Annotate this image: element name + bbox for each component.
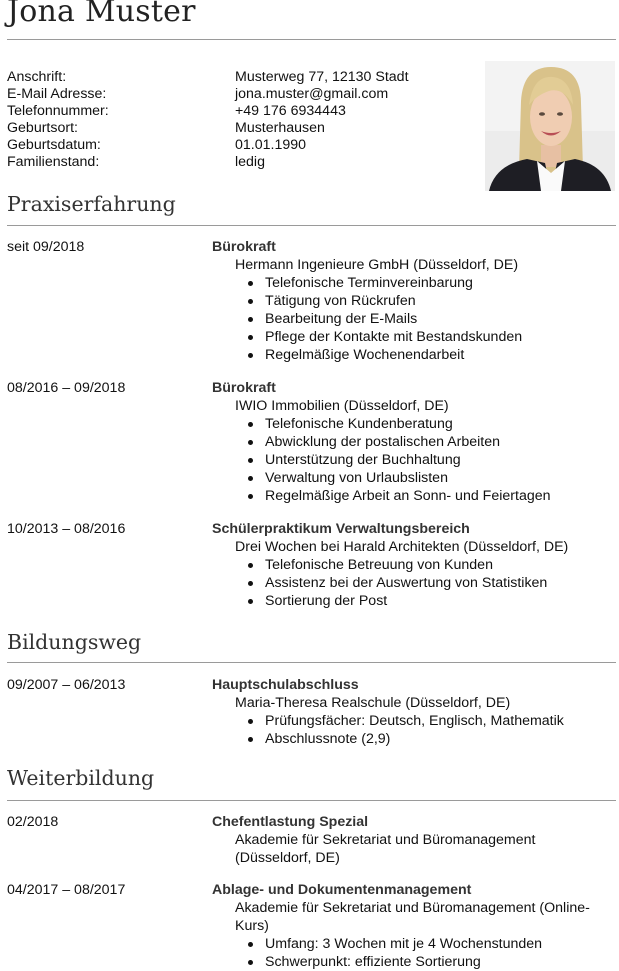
entry-organization: Hermann Ingenieure GmbH (Düsseldorf, DE) [235,257,519,273]
entry-title: Ablage- und Dokumentenmanagement [212,882,472,898]
info-value: 01.01.1990 [235,137,307,153]
info-label: Familienstand: [7,154,100,170]
list-item: Pflege der Kontakte mit Bestandskunden [212,328,612,346]
entry-date: seit 09/2018 [7,239,85,255]
info-label: Geburtsdatum: [7,137,101,153]
entry-title: Bürokraft [212,239,276,255]
bullet-list [212,556,612,610]
info-label: Telefonnummer: [7,103,109,119]
info-row-marital-status [7,154,477,171]
entry-date: 09/2007 – 06/2013 [7,677,126,693]
list-item: Abwicklung der postalischen Arbeiten [212,433,612,451]
bullet-list [212,415,612,505]
list-item: Regelmäßige Wochenendarbeit [212,346,612,364]
entry-date: 08/2016 – 09/2018 [7,380,126,396]
section-title-education: Bildungsweg [7,630,142,654]
list-item: Umfang: 3 Wochen mit je 4 Wochenstunden [212,935,612,953]
info-value: +49 176 6934443 [235,103,346,119]
entry-body [212,813,612,867]
list-item: Telefonische Kundenberatung [212,415,612,433]
list-item: Telefonische Betreuung von Kunden [212,556,612,574]
list-item: Sortierung der Post [212,592,612,610]
list-item: Regelmäßige Arbeit an Sonn- und Feiertagen [212,487,612,505]
list-item: Assistenz bei der Auswertung von Statistiken [212,574,612,592]
info-value: ledig [235,154,265,170]
entry-body [212,520,612,610]
entry-title: Bürokraft [212,380,276,396]
info-row-email [7,86,477,103]
entry-organization: Drei Wochen bei Harald Architekten (Düsseldorf, DE) [235,539,569,555]
bullet-list [212,712,612,748]
info-label: Anschrift: [7,69,67,85]
section-title-training: Weiterbildung [7,766,155,790]
list-item: Bearbeitung der E-Mails [212,310,612,328]
info-label: E-Mail Adresse: [7,86,107,102]
profile-photo [485,61,615,191]
info-row-address [7,69,477,86]
section-divider [7,662,616,663]
info-value: jona.muster@gmail.com [235,86,389,102]
entry-organization: Maria-Theresa Realschule (Düsseldorf, DE) [235,695,511,711]
list-item: Unterstützung der Buchhaltung [212,451,612,469]
info-value: Musterhausen [235,120,325,136]
bullet-list [212,274,612,364]
entry-body [212,881,612,971]
personal-info [7,69,477,171]
info-row-birthdate [7,137,477,154]
entry-body [212,676,612,748]
list-item: Verwaltung von Urlaubslisten [212,469,612,487]
list-item: Prüfungsfächer: Deutsch, Englisch, Mathematik [212,712,612,730]
cv-name-heading: Jona Muster [7,0,196,29]
section-divider [7,225,616,226]
entry-organization: Akademie für Sekretariat und Büromanagement (Online-Kurs) [235,900,590,934]
entry-date: 10/2013 – 08/2016 [7,521,126,537]
entry-title: Schülerpraktikum Verwaltungsbereich [212,521,470,537]
entry-organization: IWIO Immobilien (Düsseldorf, DE) [235,398,449,414]
section-divider [7,800,616,801]
bullet-list [212,935,612,971]
info-row-birthplace [7,120,477,137]
header-divider [7,39,616,40]
info-label: Geburtsort: [7,120,78,136]
info-row-phone [7,103,477,120]
info-value: Musterweg 77, 12130 Stadt [235,69,409,85]
entry-title: Chefentlastung Spezial [212,814,369,830]
entry-date: 02/2018 [7,814,59,830]
entry-body [212,238,612,364]
list-item: Tätigung von Rückrufen [212,292,612,310]
entry-body [212,379,612,505]
section-title-experience: Praxiserfahrung [7,192,176,216]
list-item: Schwerpunkt: effiziente Sortierung [212,953,612,971]
entry-date: 04/2017 – 08/2017 [7,882,126,898]
list-item: Abschlussnote (2,9) [212,730,612,748]
entry-organization: Akademie für Sekretariat und Büromanagement (Düsseldorf, DE) [235,832,536,866]
list-item: Telefonische Terminvereinbarung [212,274,612,292]
entry-title: Hauptschulabschluss [212,677,359,693]
